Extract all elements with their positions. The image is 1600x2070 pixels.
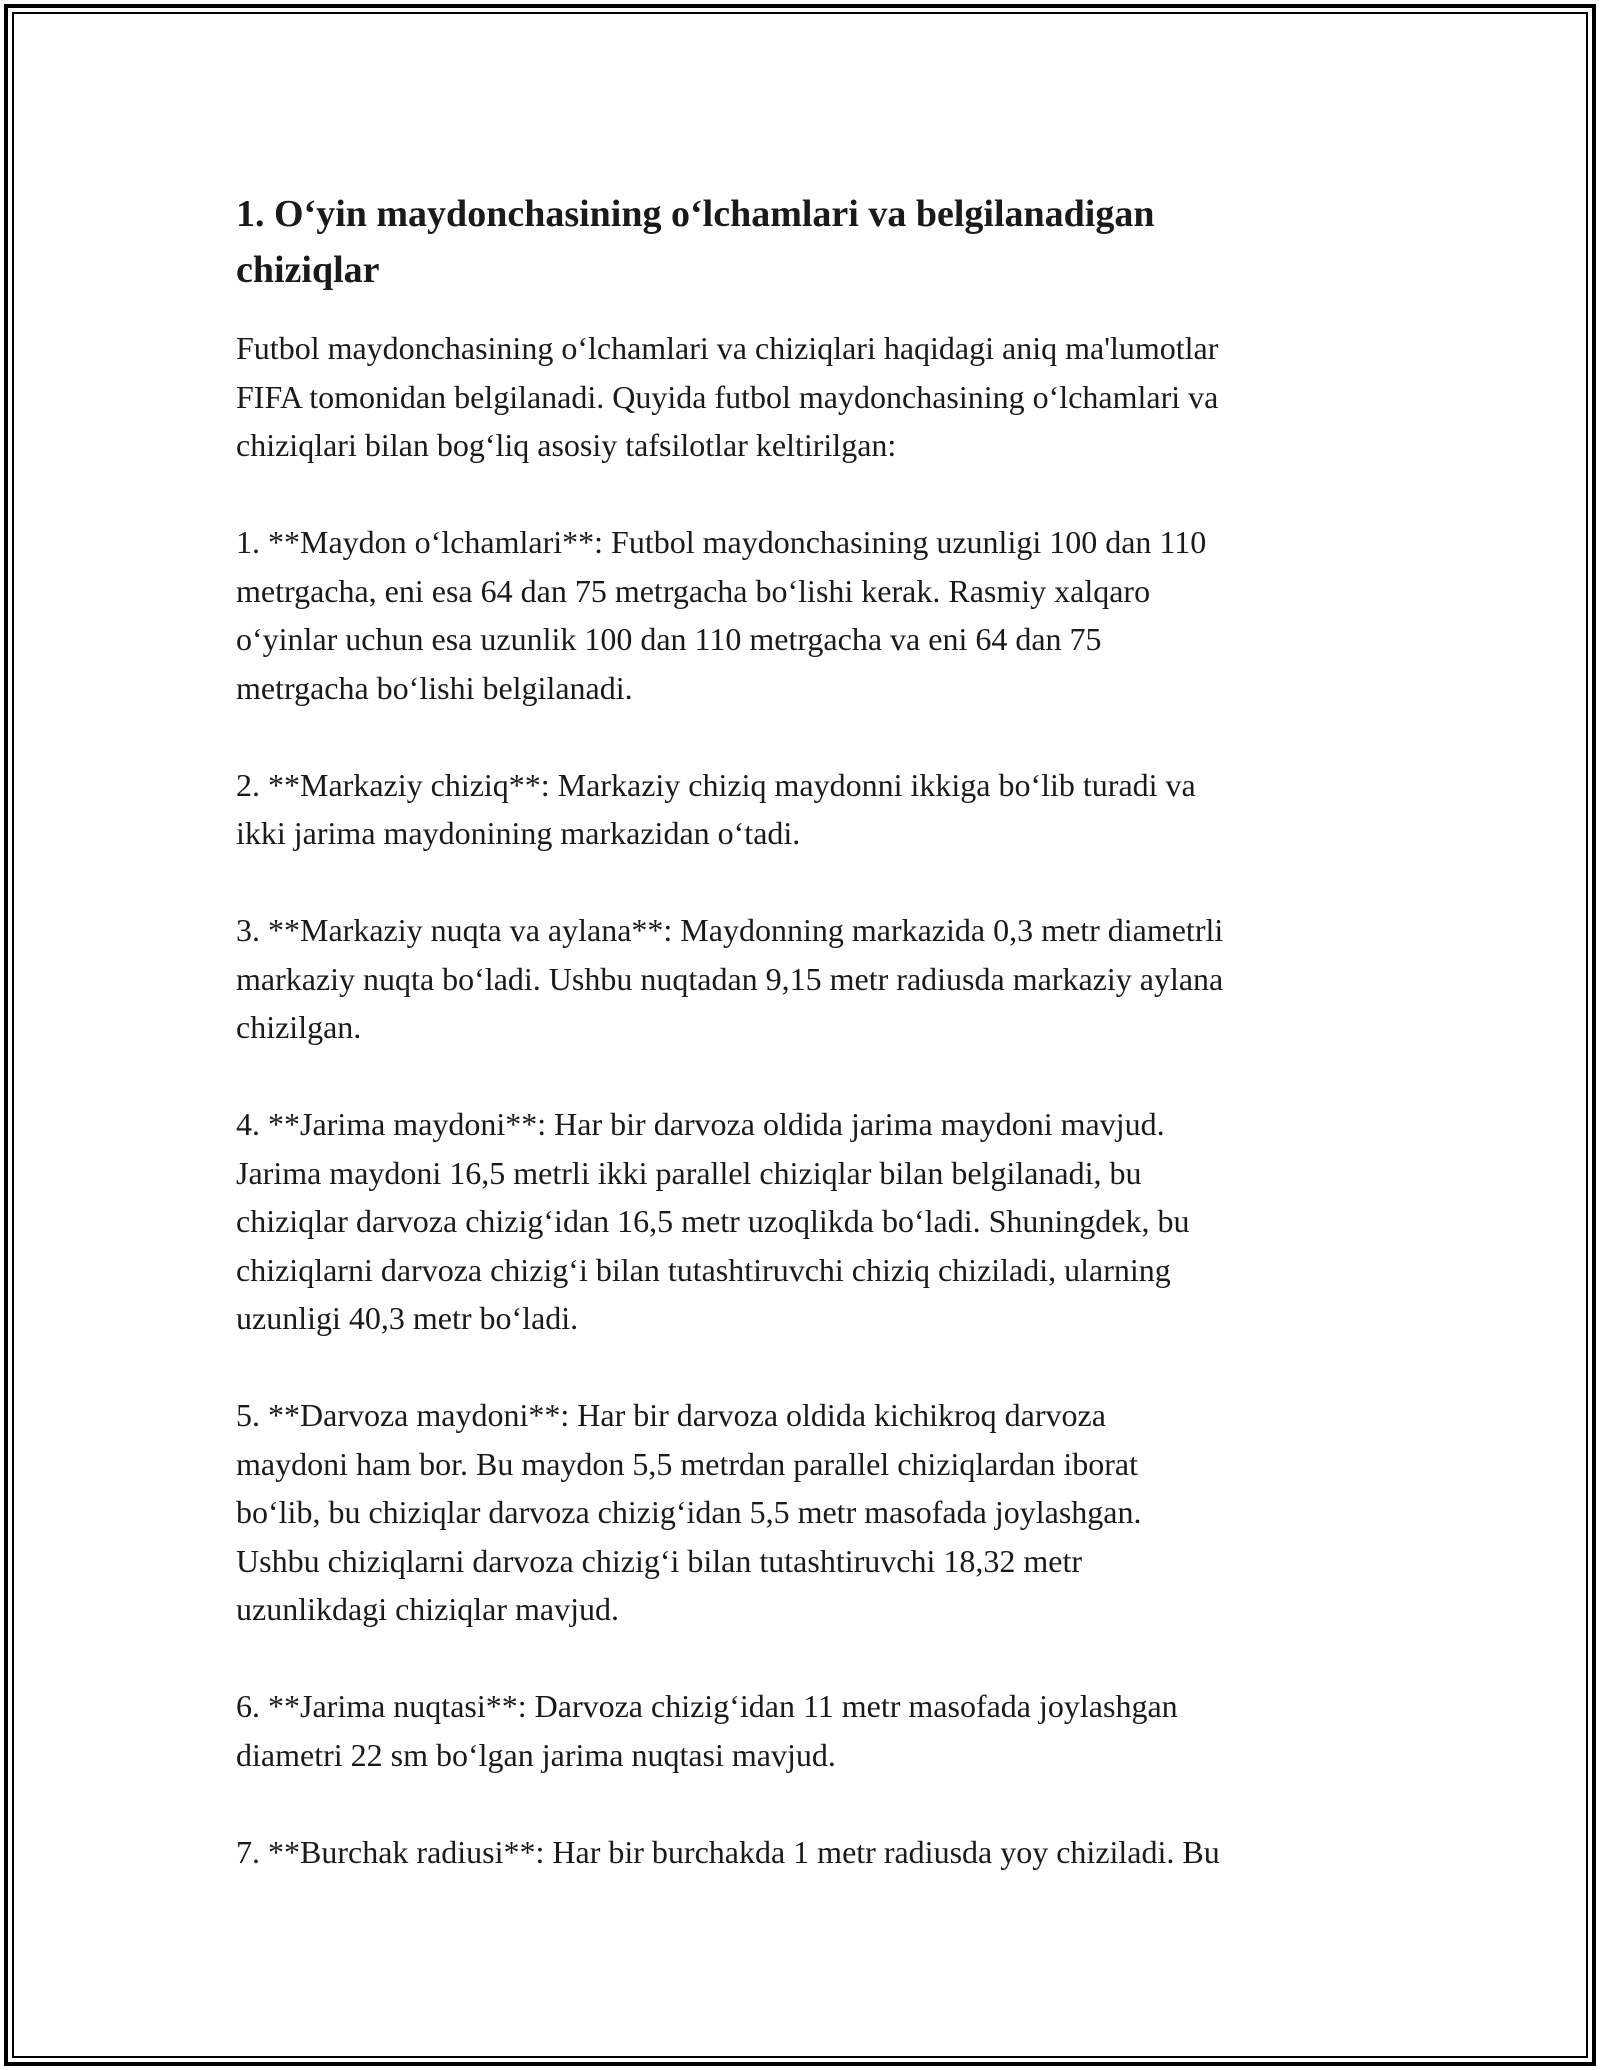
section-title: 1. O‘yin maydonchasining o‘lchamlari va belgilanadigan chiziqlar (236, 193, 1155, 291)
intro-paragraph: Futbol maydonchasining o‘lchamlari va chiziqlari haqidagi aniq ma'lumotlar FIFA tomonidan belgilanadi. Quyida futbol maydonchasining o‘lchamlari va chiziqlari bilan bog‘liq asosiy tafsilotlar keltirilgan: (236, 330, 1219, 463)
paragraph-penalty-spot: 6. **Jarima nuqtasi**: Darvoza chizig‘idan 11 metr masofada joylashgan diametri 22 sm bo‘lgan jarima nuqtasi mavjud. (236, 1688, 1178, 1773)
document-body (236, 186, 1376, 1925)
paragraph-field-dimensions: 1. **Maydon o‘lchamlari**: Futbol maydonchasining uzunligi 100 dan 110 metrgacha, eni esa 64 dan 75 metrgacha bo‘lishi kerak. Rasmiy xalqaro o‘yinlar uchun esa uzunlik 100 dan 110 metrgacha va eni 64 dan 75 metrgacha bo‘lishi belgilanadi. (236, 524, 1207, 706)
paragraph-center-line: 2. **Markaziy chiziq**: Markaziy chiziq maydonni ikkiga bo‘lib turadi va ikki jarima maydonining markazidan o‘tadi. (236, 766, 1196, 851)
paragraph-penalty-area: 4. **Jarima maydoni**: Har bir darvoza oldida jarima maydoni mavjud. Jarima maydoni 16,5 metrli ikki parallel chiziqlar bilan belgilanadi, bu chiziqlar darvoza chizig‘idan 16,5 metr uzoqlikda bo‘ladi. Shuningdek, bu chiziqlarni darvoza chizig‘i bilan tutashtiruvchi chiziq chiziladi, ularning uzunligi 40,3 metr bo‘ladi. (236, 1106, 1190, 1336)
paragraph-center-spot-circle: 3. **Markaziy nuqta va aylana**: Maydonning markazida 0,3 metr diametrli markaziy nuqta bo‘ladi. Ushbu nuqtadan 9,15 metr radiusda markaziy aylana chizilgan. (236, 912, 1224, 1045)
paragraph-goal-area: 5. **Darvoza maydoni**: Har bir darvoza oldida kichikroq darvoza maydoni ham bor. Bu maydon 5,5 metrdan parallel chiziqlardan iborat bo‘lib, bu chiziqlar darvoza chizig‘idan 5,5 metr masofada joylashgan. Ushbu chiziqlarni darvoza chizig‘i bilan tutashtiruvchi 18,32 metr uzunlikdagi chiziqlar mavjud. (236, 1397, 1142, 1627)
paragraph-corner-radius: 7. **Burchak radiusi**: Har bir burchakda 1 metr radiusda yoy chiziladi. Bu (236, 1833, 1220, 1870)
